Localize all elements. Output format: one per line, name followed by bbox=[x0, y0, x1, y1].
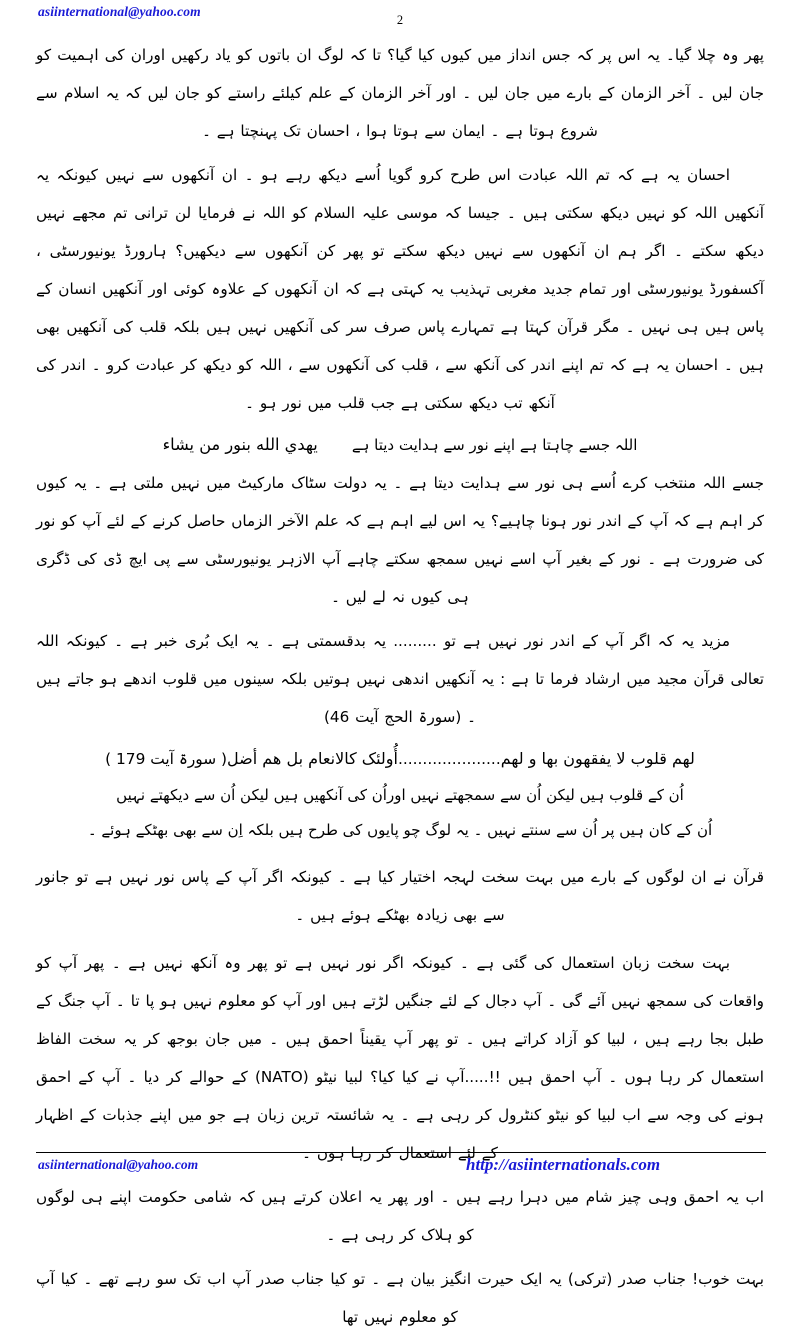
paragraph-8: بہت خوب! جناب صدر (ترکی) یہ ایک حیرت انگیز بیان ہے ۔ تو کیا جناب صدر آپ اب تک سو رہے تھے ۔ کیا آپ کو معلوم نہیں تھا bbox=[36, 1270, 764, 1326]
header-email-address: asiinternational@yahoo.com bbox=[38, 4, 201, 19]
paragraph-7: اب یہ احمق وہی چیز شام میں دہرا رہے ہیں ۔ اور پھر یہ اعلان کرتے ہیں کہ شامی حکومت اپنے ہی لوگوں کو ہلاک کر رہی ہے ۔ bbox=[36, 1188, 764, 1244]
paragraph-1: پھر وہ چلا گیا۔ یہ اس پر کہ جس انداز میں کیوں کیا گیا؟ تا کہ لوگ ان باتوں کو یاد رکھیں اوران کی اہمیت کو جان لیں ۔ آخر الزمان کے بارے میں جان لیں ۔ اور آخر الزمان کے علم کیلئے راستے کو جان لیں کہ یہ اسلام سے شروع ہوتا ہے ۔ ایمان سے ہوتا ہوا ، احسان تک پہنچتا ہے ۔ bbox=[36, 46, 764, 140]
footer-website-link[interactable]: http://asiinternationals.com bbox=[466, 1155, 661, 1174]
paragraph-5: قرآن نے ان لوگوں کے بارے میں بہت سخت لہجہ اختیار کیا ہے ۔ کیونکہ اگر آپ کے پاس نور نہیں ہے تو جانور سے بھی زیادہ بھٹکے ہوئے ہیں ۔ bbox=[36, 868, 764, 924]
paragraph-6: بہت سخت زبان استعمال کی گئی ہے ۔ کیونکہ اگر نور نہیں ہے تو پھر وہ آنکھ نہیں ہے ۔ پھر آپ کو واقعات کی سمجھ نہیں آئے گی ۔ آپ دجال کے لئے جنگیں لڑتے ہیں اور آپ کو معلوم نہیں ہو پا تا ۔ آپ جنگ کے طبل بجا رہے ہیں ، لبیا کو آزاد کراتے ہیں ۔ تو پھر آپ یقیناً احمق ہیں ۔ میں جان بوجھ کر یہ سخت الفاظ استعمال کر رہا ہوں ۔ آپ احمق ہیں !!.....آپ نے کیا کیا؟ لبیا نیٹو (NATO) کے حوالے کر دیا ۔ آپ کے احمق ہونے کی وجہ سے اب لبیا کو نیٹو کنٹرول کر رہی ہے ۔ یہ شائستہ ترین زبان ہے جو میں اپنے جذبات کے اظہار کے لئے استعمال کر رہا ہوں ۔ bbox=[36, 954, 764, 1162]
quran-quote-2-translation-line-2: اُن کے کان ہیں پر اُن سے سنتے نہیں ۔ یہ لوگ چو پایوں کی طرح ہیں بلکہ اِن سے بھی بھٹکے ہوئے ۔ bbox=[87, 821, 713, 839]
paragraph-4: مزید یہ کہ اگر آپ کے اندر نور نہیں ہے تو ......... یہ بدقسمتی ہے ۔ یہ ایک بُری خبر ہے ۔ کیونکہ اللہ تعالی قرآن مجید میں ارشاد فرما تا ہے : یہ آنکھیں اندھی نہیں ہوتیں بلکہ سینوں میں قلوب اندھے ہو جاتے ہیں ۔ (سورۃ الحج آیت 46) bbox=[36, 632, 764, 726]
footer-email-address: asiinternational@yahoo.com bbox=[38, 1157, 199, 1172]
page-footer bbox=[36, 1152, 766, 1179]
page-header bbox=[0, 4, 800, 38]
quran-quote-2-arabic-right: لھم قلوب لا يفقهون بها و لهم bbox=[500, 749, 695, 768]
quran-quote-1-arabic: يهدي الله بنور من يشاء bbox=[162, 435, 318, 454]
quran-quote-2-reference: ( سورۃ آیت 179 ) bbox=[105, 750, 228, 768]
paragraph-3: جسے اللہ منتخب کرے اُسے ہی نور سے ہدایت دیتا ہے ۔ یہ دولت سٹاک مارکیٹ میں نہیں ملتی ہے ۔ یہ کیوں کر اہم ہے کہ آپ کے اندر نور ہونا چاہیے؟ یہ اس لیے اہم ہے کہ علم الآخر الزماں حاصل کرنے کے لئے آپ کو نور کی ضرورت ہے ۔ نور کے بغیر آپ اسے نہیں سمجھ سکتے چاہے آپ الازہر یونیورسٹی سے پی ایچ ڈی کی ڈگری ہی کیوں نہ لے لیں ۔ bbox=[36, 474, 764, 606]
quran-quote-2-ellipsis: ..................... bbox=[397, 750, 501, 768]
quran-quote-block-2 bbox=[36, 742, 764, 776]
quran-quote-2-translation-line-1: اُن کے قلوب ہیں لیکن اُن سے سمجھتے نہیں اوراُن کی آنکھیں ہیں لیکن اُن سے دیکھتے نہیں bbox=[116, 786, 684, 804]
footer-divider bbox=[36, 1152, 766, 1153]
paragraph-2: احسان یہ ہے کہ تم اللہ عبادت اس طرح کرو گویا اُسے دیکھ رہے ہو ۔ ان آنکھوں سے نہیں کیونکہ یہ آنکھیں اللہ کو نہیں دیکھ سکتی ہیں ۔ جیسا کہ موسی علیہ السلام کو اللہ نے فرمایا لن ترانی تم مجھے نہیں دیکھ سکتے ۔ اگر ہم ان آنکھوں سے نہیں دیکھ سکتے تو پھر کن آنکھوں سے دیکھیں؟ ہارورڈ یونیورسٹی ، آکسفورڈ یونیورسٹی اور تمام جدید مغربی تہذیب یہ کہتی ہے کہ ان آنکھوں کے علاوہ کوئی اور آنکھیں انسان کے پاس ہیں ہی نہیں ۔ مگر قرآن کہتا ہے تمہارے پاس صرف سر کی آنکھیں نہیں ہیں بلکہ قلب کی آنکھیں بھی ہیں ۔ احسان یہ ہے کہ تم اپنے اندر کی آنکھ سے ، قلب کی آنکھوں سے ، اللہ کو دیکھ کر عبادت کرو ۔ اندر کی آنکھ تب دیکھ سکتی ہے جب قلب میں نور ہو ۔ bbox=[36, 166, 764, 412]
quran-quote-line-1 bbox=[36, 428, 764, 462]
quran-quote-1-translation: اللہ جسے چاہتا ہے اپنے نور سے ہدایت دیتا ہے bbox=[351, 436, 638, 454]
document-body bbox=[36, 36, 764, 1338]
page-number: 2 bbox=[396, 13, 404, 27]
quran-quote-2-arabic-left: أُولئک كالانعام بل هم أضل bbox=[227, 749, 398, 768]
footer-row bbox=[36, 1157, 766, 1179]
